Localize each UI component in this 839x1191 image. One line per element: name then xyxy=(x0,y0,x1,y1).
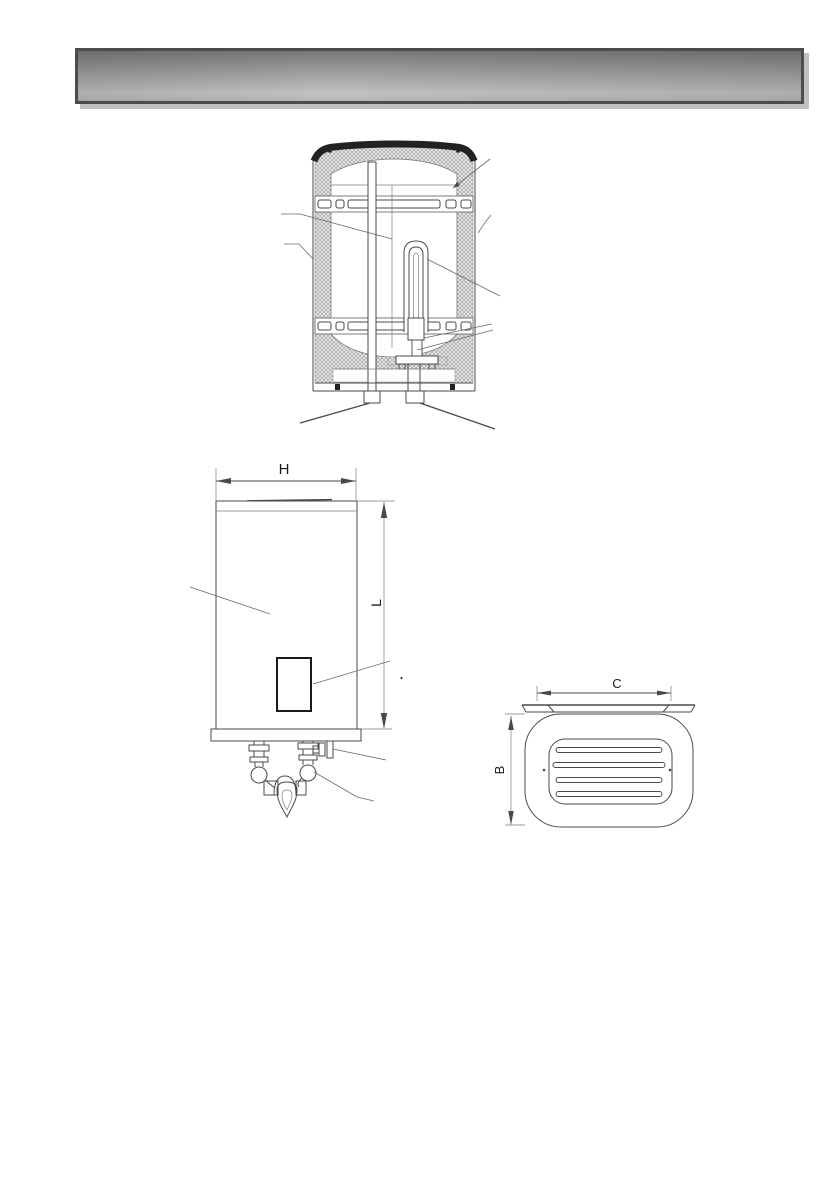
c-label: C xyxy=(612,676,622,691)
element-flange xyxy=(388,356,447,403)
pipe-leader-left xyxy=(300,403,370,423)
bottom-plate xyxy=(313,369,475,391)
outlet-fitting xyxy=(298,741,318,787)
cap-screw-right xyxy=(456,149,460,153)
mounting-bracket xyxy=(522,705,695,712)
h-dimension xyxy=(216,461,356,500)
element-base xyxy=(408,318,424,340)
panel-leader xyxy=(313,661,390,684)
top-view-figure xyxy=(490,670,710,840)
inner-cover xyxy=(549,739,672,804)
lower-mounting-band xyxy=(315,318,473,334)
front-view-figure xyxy=(185,450,410,835)
header-bar xyxy=(75,48,804,104)
valve-leader xyxy=(333,749,386,760)
right-foot xyxy=(406,391,424,403)
side-screw-left xyxy=(543,769,546,772)
h-label: H xyxy=(278,461,290,478)
drain-funnel xyxy=(264,776,306,817)
vent-slots xyxy=(553,748,665,797)
b-dimension xyxy=(492,714,525,825)
c-dimension xyxy=(537,676,671,701)
heating-element xyxy=(404,241,428,356)
element-stem xyxy=(412,340,422,356)
body-leader xyxy=(190,587,270,614)
side-screw-right xyxy=(669,769,672,772)
cross-section-figure xyxy=(278,138,500,435)
l-label: L xyxy=(368,599,384,607)
body-outline xyxy=(216,500,357,729)
cover-outline xyxy=(525,714,693,827)
drain-leader xyxy=(314,772,374,801)
insulation xyxy=(315,147,473,383)
l-dimension xyxy=(357,501,395,729)
left-foot xyxy=(364,391,380,403)
tank-cross-section xyxy=(281,144,500,429)
upper-mounting-band xyxy=(315,196,473,212)
b-label: B xyxy=(492,765,507,775)
control-panel xyxy=(277,658,311,711)
panel-dot: . xyxy=(399,663,405,683)
cap-screw-left xyxy=(328,149,332,153)
pipe-leader-right xyxy=(420,403,495,429)
bottom-cap xyxy=(211,729,361,741)
